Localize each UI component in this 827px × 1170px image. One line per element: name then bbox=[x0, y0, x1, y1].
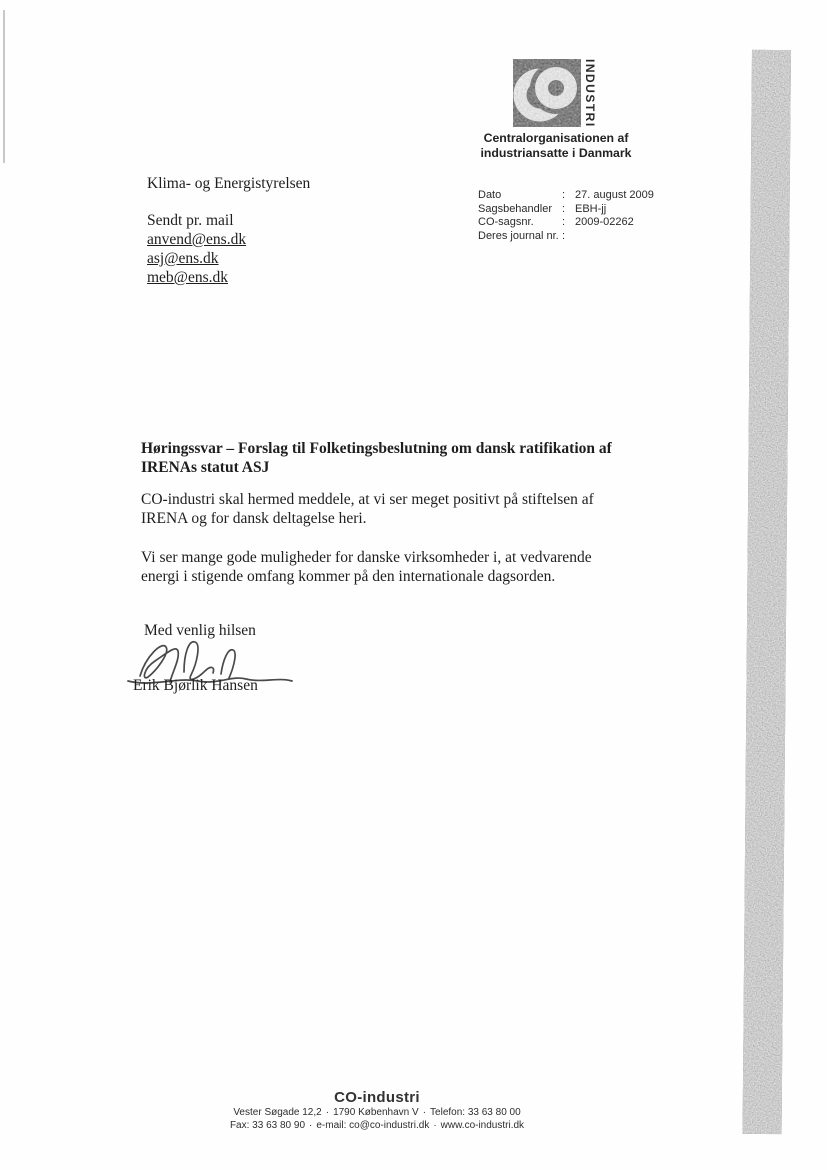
signer-name: Erik Bjørlik Hansen bbox=[133, 677, 258, 694]
logo-caption bbox=[470, 131, 642, 160]
meta-separator: : bbox=[562, 229, 566, 242]
meta-value: 2009-02262 bbox=[575, 216, 634, 228]
closing-phrase: Med venlig hilsen bbox=[144, 622, 256, 639]
meta-label: Sagsbehandler bbox=[478, 202, 553, 215]
footer-fax: Fax: 33 63 80 90 bbox=[229, 1119, 306, 1131]
footer-separator: · bbox=[309, 1119, 313, 1131]
footer-address: Vester Søgade 12,2 bbox=[233, 1107, 322, 1118]
footer-separator: · bbox=[422, 1107, 427, 1118]
footer-address-line bbox=[177, 1107, 577, 1119]
footer-city: 1790 København V bbox=[333, 1107, 419, 1118]
meta-label: Deres journal nr. bbox=[478, 229, 559, 242]
meta-value: EBH-jj bbox=[575, 202, 607, 215]
recipient-name: Klima- og Energistyrelsen bbox=[147, 175, 311, 192]
footer-separator: · bbox=[325, 1107, 330, 1118]
letter-footer bbox=[177, 1089, 577, 1131]
paragraph-line: Vi ser mange gode muligheder for danske virksomheder i, at vedvarende bbox=[141, 549, 592, 566]
recipient-email-link[interactable]: asj@ens.dk bbox=[147, 250, 219, 267]
footer-org-name: CO-industri bbox=[334, 1089, 420, 1106]
subject-line2: IRENAs statut ASJ bbox=[141, 459, 270, 476]
recipient-email-link[interactable]: anvend@ens.dk bbox=[147, 231, 247, 248]
delivery-note: Sendt pr. mail bbox=[147, 212, 234, 229]
recipient-email-link[interactable]: meb@ens.dk bbox=[147, 269, 228, 286]
footer-website: www.co-industri.dk bbox=[440, 1119, 525, 1131]
subject-heading bbox=[141, 439, 651, 477]
meta-separator: : bbox=[562, 216, 566, 228]
meta-separator: : bbox=[562, 189, 566, 201]
footer-separator: · bbox=[433, 1119, 437, 1131]
meta-row-caseworker bbox=[478, 203, 654, 217]
subject-line1: Høringssvar – Forslag til Folketingsbeslutning om dansk ratifikation af bbox=[141, 440, 612, 457]
meta-separator: : bbox=[562, 202, 566, 215]
paragraph-line: energi i stigende omfang kommer på den internationale dagsorden. bbox=[141, 568, 556, 585]
meta-row-case-number bbox=[478, 216, 654, 230]
logo-caption-line2: industriansatte i Danmark bbox=[480, 145, 632, 160]
logo-vertical-label: INDUSTRI bbox=[583, 59, 597, 128]
meta-row-journal-number bbox=[478, 230, 654, 244]
meta-row-date bbox=[478, 189, 654, 203]
footer-contact-line bbox=[177, 1120, 577, 1132]
paragraph-line: IRENA og for dansk deltagelse heri. bbox=[141, 510, 367, 527]
meta-label: Dato bbox=[478, 189, 502, 201]
letter-meta-block bbox=[478, 189, 654, 243]
meta-value: 27. august 2009 bbox=[575, 189, 654, 201]
body-paragraph-1 bbox=[141, 490, 651, 528]
footer-email: e-mail: co@co-industri.dk bbox=[316, 1119, 430, 1131]
paragraph-line: CO-industri skal hermed meddele, at vi ser meget positivt på stiftelsen af bbox=[141, 491, 594, 508]
co-logo-mark-icon bbox=[513, 59, 581, 127]
body-paragraph-2 bbox=[141, 548, 651, 586]
footer-phone: Telefon: 33 63 80 00 bbox=[430, 1107, 521, 1118]
meta-label: CO-sagsnr. bbox=[478, 216, 534, 228]
co-industri-logo bbox=[513, 59, 581, 132]
logo-caption-line1: Centralorganisationen af bbox=[483, 131, 629, 145]
scan-artifact-left-line bbox=[3, 10, 5, 163]
scan-band-noise bbox=[743, 50, 791, 1134]
scan-artifact-band bbox=[743, 50, 791, 1134]
